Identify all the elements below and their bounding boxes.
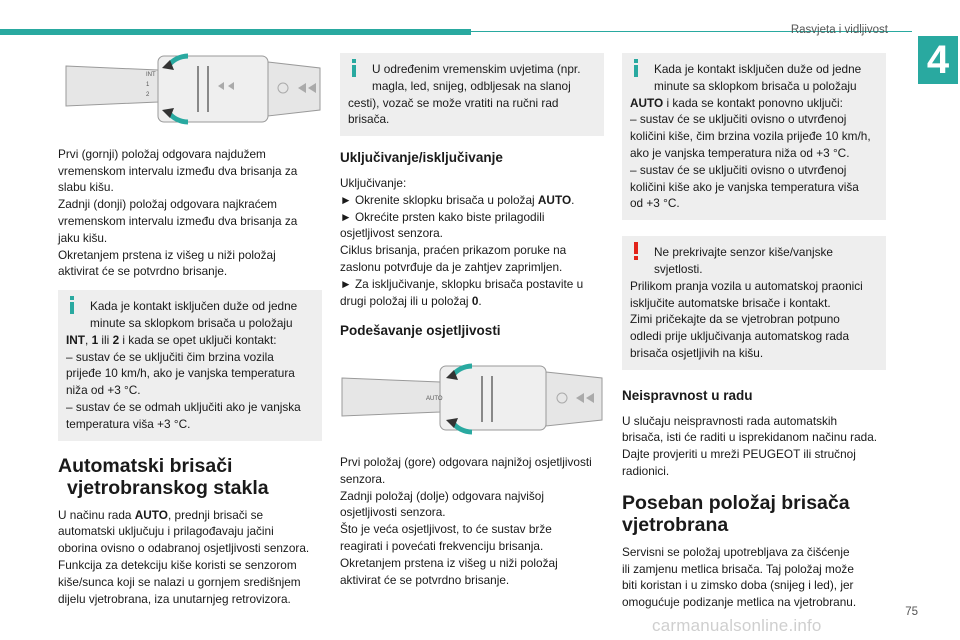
info-icon: [66, 296, 78, 314]
info-icon: [348, 59, 360, 77]
wiper-stalk-auto-illustration: [340, 354, 604, 439]
watermark: carmanualsonline.info: [652, 616, 822, 635]
info-box: Kada je kontakt isključen duže od jedne minute sa sklopkom brisača u položaju AUTO i kada se kontakt ponovno uključi: – sustav će se uključiti ovisno o utvrđenoj količini kiše, čim brzina vozila prijeđe 10 km/h, ako je vanjska temperatura niža od +3 °C. – sustav će se uključiti ovisno o utvrđenoj količini kiše ako je vanjska temperatura viša od +3 °C.: [622, 53, 886, 220]
info-box: U određenim vremenskim uvjetima (npr. magla, led, snijeg, odbljesak na slanoj cesti), vozač se može vratiti na ručni rad brisača.: [340, 53, 604, 136]
section-heading: Automatski brisači vjetrobranskog stakla: [58, 454, 269, 499]
paragraph: U načinu rada AUTO, prednji brisači se automatski uključuju i prilagođavaju jačini oborina ovisno o odabranoj osjetljivosti senzora. Funkcija za detekciju kiše koristi se senzorom kiše/sunca koji se nalazi u gornjem središnjem dijelu vjetrobrana, iza unutarnjeg retrovizora.: [58, 507, 310, 606]
column-2: [340, 45, 604, 588]
stalk-label-1: 1: [146, 82, 150, 88]
info-box: Kada je kontakt isključen duže od jedne minute sa sklopkom brisača u položaju INT, 1 ili 2 i kada se opet uključi kontakt: – sustav će se uključiti čim brzina vozila prijeđe 10 km/h, ako je vanjska temperatura niža od +3 °C. – sustav će se odmah uključiti ako je vanjska temperatura viša +3 °C.: [58, 290, 322, 440]
column-1: [58, 40, 322, 607]
subheading: Neispravnost u radu: [622, 387, 753, 403]
paragraph: Prvi položaj (gore) odgovara najnižoj osjetljivosti senzora. Zadnji položaj (dolje) odgovara najvišoj osjetljivosti senzora. Što je veća osjetljivost, to će sustav brže reagirati i povećati frekvenciju brisanja. Okretanjem prstena iz višeg u niži položaj aktivirat će se potvrdno brisanje.: [340, 454, 592, 587]
paragraph: Uključivanje: ► Okrenite sklopku brisača u položaj AUTO. ► Okrećite prsten kako biste prilagodili osjetljivost senzora. Ciklus brisanja, praćen prikazom poruke na zaslonu potvrđuje da je zahtjev zaprimljen. ► Za isključivanje, sklopku brisača postavite u drugi položaj ili u položaj 0.: [340, 175, 584, 308]
column-3: [622, 45, 886, 611]
subheading: Uključivanje/isključivanje: [340, 150, 503, 166]
page-number: 75: [905, 606, 918, 618]
chapter-tab: 4: [918, 36, 958, 84]
warning-icon: [630, 242, 642, 260]
header-accent-bar: [0, 29, 471, 35]
section-title: Rasvjeta i vidljivost: [790, 24, 888, 36]
stalk-label-auto: AUTO: [426, 396, 443, 403]
stalk-label-2: 2: [146, 92, 150, 98]
wiper-stalk-int-illustration: [58, 46, 322, 131]
stalk-label-int: INT: [146, 72, 156, 78]
paragraph: Prvi (gornji) položaj odgovara najdužem vremenskom intervalu između dva brisanja za slabu kišu. Zadnji (donji) položaj odgovara najkraćem vremenskom intervalu između dva brisanja za jaku kišu. Okretanjem prstena iz višeg u niži položaj aktivirat će se potvrdno brisanje.: [58, 146, 298, 279]
paragraph: U slučaju neispravnosti rada automatskih brisača, isti će raditi u isprekidanom načinu rada. Dajte provjeriti u mreži PEUGEOT ili stručnoj radionici.: [622, 413, 878, 478]
warning-box: Ne prekrivajte senzor kiše/vanjske svjetlosti. Prilikom pranja vozila u automatskoj praonici isključite automatske brisače i kontakt. Zimi pričekajte da se vjetrobran potpuno odledi prije uključivanja automatskog rada brisača osjetljivih na kišu.: [622, 236, 886, 370]
section-heading: Poseban položaj brisača vjetrobrana: [622, 491, 850, 536]
info-icon: [630, 59, 642, 77]
subheading: Podešavanje osjetljivosti: [340, 323, 501, 339]
paragraph: Servisni se položaj upotrebljava za čišćenje ili zamjenu metlica brisača. Taj položaj može biti koristan i u zimsko doba (snijeg i led), jer omogućuje podizanje metlica na vjetrobranu.: [622, 544, 857, 610]
